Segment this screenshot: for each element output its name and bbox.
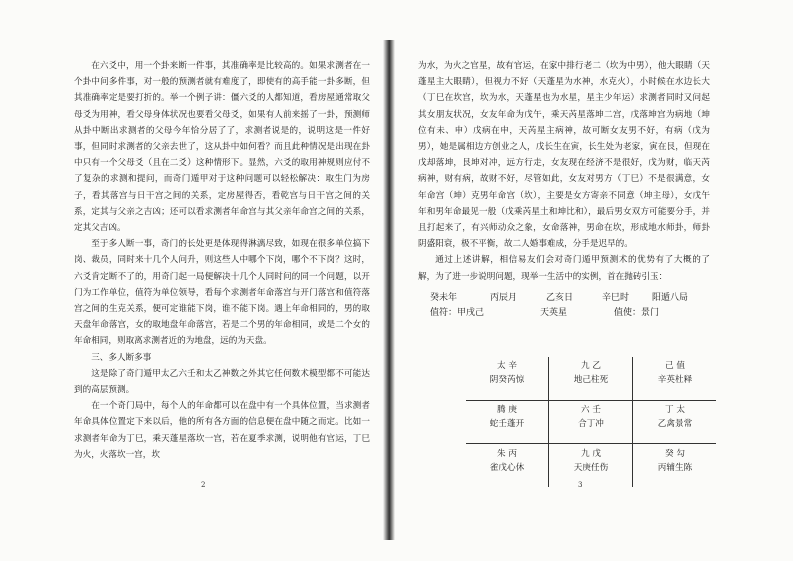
palace-line: 朱 丙 — [497, 449, 517, 459]
palace-line: 地己柱死 — [573, 375, 609, 385]
palace-line: 己 值 — [665, 361, 685, 371]
palace-kun — [634, 359, 716, 402]
left-paragraph-2: 至于多人断一事，奇门的长处更是体现得淋漓尽致，如现在很多单位搞下岗、裁员，同时来十几个人问升，则这些人中哪个下岗，哪个不下岗？这时，六爻肯定断不了的，用奇门起一局便解决十几个人同时问的同一个问题，以开门为工作单位，值符为单位领导，看每个求测者年命落宫与开门落宫和值符落宫之间的生克关系，便可定谁能下岗，谁不能下岗。遇上年命相同的，男的取天盘年命落宫，女的取地盘年命落宫，若是二个男的年命相同，或是二个女的年命相同，则取离求测者近的为地盘，远的为天盘。 — [74, 239, 370, 347]
palace-xun — [466, 359, 548, 402]
ganzhi-month: 丙辰月 — [490, 292, 518, 303]
left-paragraph-1: 在六爻中，用一个卦来断一件事，其准确率是比较高的。如果求测者在一个卦中问多件事，对一般的预测者就有难度了，即使有的高手能一卦多断，但其准确率定是要打折的。举一个例子讲：僵六爻的人都知道，看房屋通常取父母爻为用神，看父母身体状况也要看父母爻，如果有人前来摇了一卦，预测师从卦中断出求测者的父母今年恰分居了了，求测者说是的，说明这是一件好事，但同时求测者的父亲去世了，这从卦中如何看？而且此种情况是出现在卦中只有一个父母爻（且在二爻）这种情形下。显然，六爻的取用神规则应付不了复杂的求测和提问，而奇门遁甲对于这种问题可以轻松解决：取生门为房子，看其落宫与日干宫之间的关系，定房屋得否，看乾宫与日干宫之间的关系，定其与父亲之吉凶；还可以看求测者年命宫与其父亲年命宫之间的关系，定其父吉凶。 — [74, 61, 370, 234]
right-page — [418, 58, 710, 321]
left-paragraph-4: 在一个奇门局中，每个人的年命都可以在盘中有一个具体位置，当求测者年命具体位置定下来以后，他的所有各方面的信息便在盘中随之而定。比如一求测者年命为丁巳，乘天蓬星落坎一宫，若在夏季求测，说明他有官运，丁巳为火，火落坎一宫，坎 — [74, 401, 370, 460]
palace-line: 六 壬 — [581, 405, 601, 415]
left-page-number: 2 — [201, 481, 206, 489]
ganzhi-hour: 辛巳时 — [602, 292, 630, 303]
right-paragraph-1: 为水，为火之官星，故有官运，在家中排行老二（坎为中男），他大眼睛（天蓬星主大眼睛），但视力不好（天蓬星为水神，水克火），小时候在水边长大（丁巳在坎宫，坎为水，天蓬星也为水星，星主少年运）求测者同时又问起其女朋友状况，女友年命为戊午，乘天芮星落坤二宫，戊落坤宫为病地（坤位有未、申）戊病在申，天芮星主病神，故可断女友男不好，有病（戊为男），她是属相边方创业之人，戊长生在寅，长生处为老家，寅在艮，但现在戊却落坤，艮坤对冲，远方行走，女友现在经济不是很好，戊为财，临天芮病神，财有病，故财不好，尽管如此，女友对男方（丁巳）不是很满意，女年命宫（坤）克男年命宫（坎），主要是女方寄亲不同意（坤主母），女戊午年和男年命最见一般（戊乘芮星土和坤比和），最后男女双方可能要分手，并且打起来了，有兴师动众之象，女命落神，男命在坎，形成地水师卦，师卦阴盛阳衰，极不平衡，故二人婚事难成，分手是迟早的。 — [418, 61, 710, 250]
ganzhi-day: 乙亥日 — [546, 292, 574, 303]
palace-line: 天庚任伤 — [573, 463, 609, 473]
palace-line: 辛英杜释 — [657, 375, 693, 385]
left-page — [74, 58, 370, 463]
palace-li — [550, 359, 632, 402]
right-page-number: 3 — [578, 481, 583, 489]
palace-line: 合丁冲 — [578, 419, 604, 429]
zhishi-label: 值使：景门 — [614, 307, 660, 318]
grid-line — [548, 357, 549, 487]
section-heading — [74, 350, 370, 366]
palace-line: 蛇壬蓬开 — [489, 419, 525, 429]
left-paragraph-3: 这是除了奇门遁甲太乙六壬和太乙神数之外其它任何数术模型都不可能达到的高层预测。 — [74, 368, 370, 396]
palace-line: 雀戊心休 — [489, 463, 525, 473]
ganzhi-row-2 — [418, 306, 710, 321]
qimen-palace-grid — [466, 357, 716, 487]
palace-line: 太 辛 — [497, 361, 517, 371]
grid-line — [632, 357, 633, 487]
zhifu-label: 值符：甲戌己 — [430, 307, 485, 318]
palace-gen — [466, 447, 548, 490]
palace-zhen — [466, 403, 548, 446]
book-gutter — [383, 40, 395, 540]
palace-line: 乙禽景常 — [657, 419, 693, 429]
right-paragraph-2: 通过上述讲解，相信易友们会对奇门遁甲预测术的优势有了大概的了解，为了进一步说明问题，现举一生活中的实例，首在抛砖引玉： — [418, 255, 710, 282]
palace-line: 腾 庚 — [497, 405, 517, 415]
palace-qian — [634, 447, 716, 490]
palace-line: 癸 勾 — [665, 449, 685, 459]
ganzhi-row-1 — [418, 291, 710, 306]
palace-dui — [634, 403, 716, 446]
palace-line: 丙辅生陈 — [657, 463, 693, 473]
star-label: 天英星 — [540, 307, 568, 318]
palace-center — [550, 403, 632, 446]
ganzhi-dun: 阳遁八局 — [652, 292, 689, 303]
palace-line: 九 戊 — [581, 449, 601, 459]
palace-line: 阴癸芮惊 — [489, 375, 525, 385]
section-heading-text: 三、多人断多事 — [91, 352, 152, 363]
palace-line: 丁 太 — [665, 405, 685, 415]
palace-line: 九 乙 — [581, 361, 601, 371]
ganzhi-year: 癸未年 — [430, 292, 458, 303]
ganzhi-header — [418, 291, 710, 321]
palace-kan — [550, 447, 632, 490]
